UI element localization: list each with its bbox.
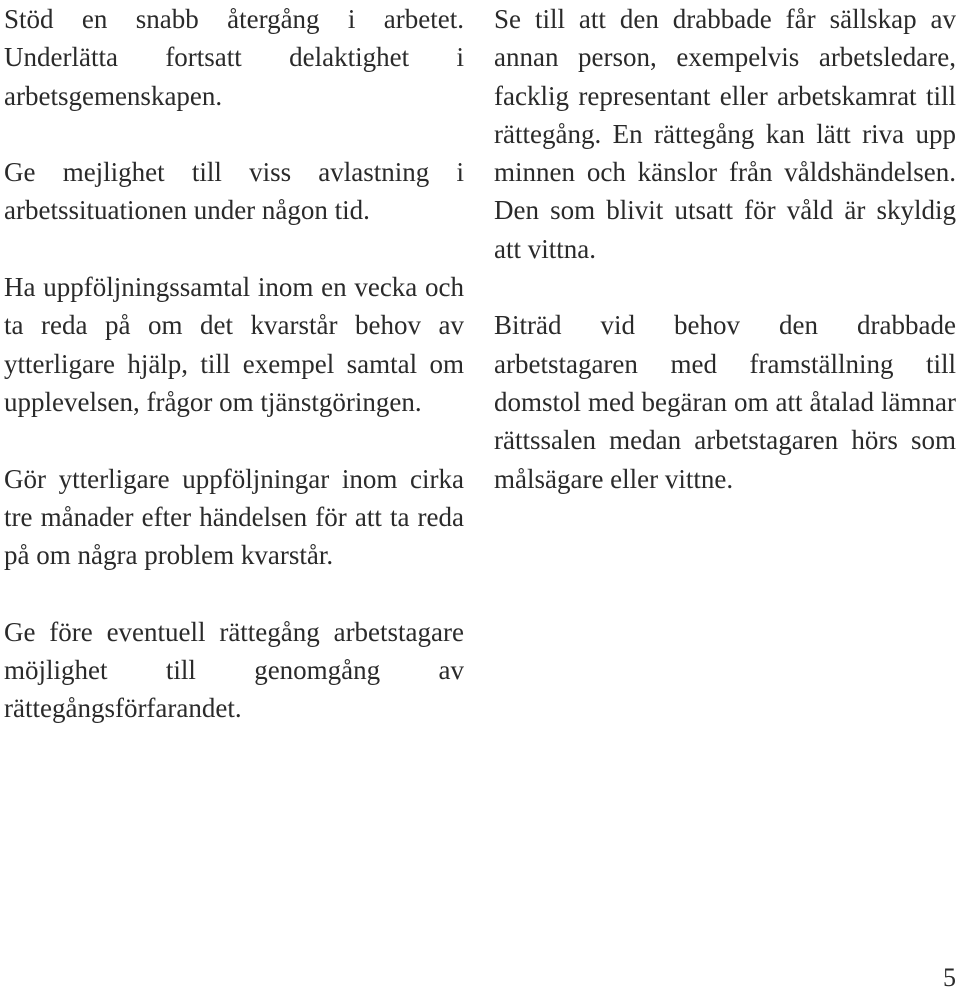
paragraph-trial-preparation: Ge före eventuell rättegång arbetstagare möjlighet till genomgång av rättegångsförfarandet. [4,616,464,724]
page-number: 5 [943,963,956,992]
right-column [494,0,956,536]
paragraph-workload-relief: Ge mejlighet till viss avlastning i arbetssituationen under någon tid. [4,157,464,226]
paragraph-court-request: Biträd vid behov den drabbade arbetstagaren med framställning till domstol med begäran om att åtalad lämnar rättssalen medan arbetstagaren hörs som målsägare eller vittne. [494,310,956,494]
paragraph-follow-up-talk: Ha uppföljningssamtal inom en vecka och ta reda på om det kvarstår behov av ytterligare hjälp, till exempel samtal om upplevelsen, frågor om tjänstgöringen. [4,272,464,417]
paragraph-return-to-work: Stöd en snabb återgång i arbetet. Underlätta fortsatt delaktighet i arbetsgemenskapen. [4,4,464,111]
paragraph-trial-companion: Se till att den drabbade får sällskap av annan person, exempelvis arbetsledare, facklig representant eller arbetskamrat till rättegång. En rättegång kan lätt riva upp minnen och känslor från våldshändelsen. Den som blivit utsatt för våld är skyldig att vittna. [494,4,956,264]
left-column [4,0,464,766]
paragraph-further-follow-up: Gör ytterligare uppföljningar inom cirka tre månader efter händelsen för att ta reda på om några problem kvarstår. [4,463,464,571]
